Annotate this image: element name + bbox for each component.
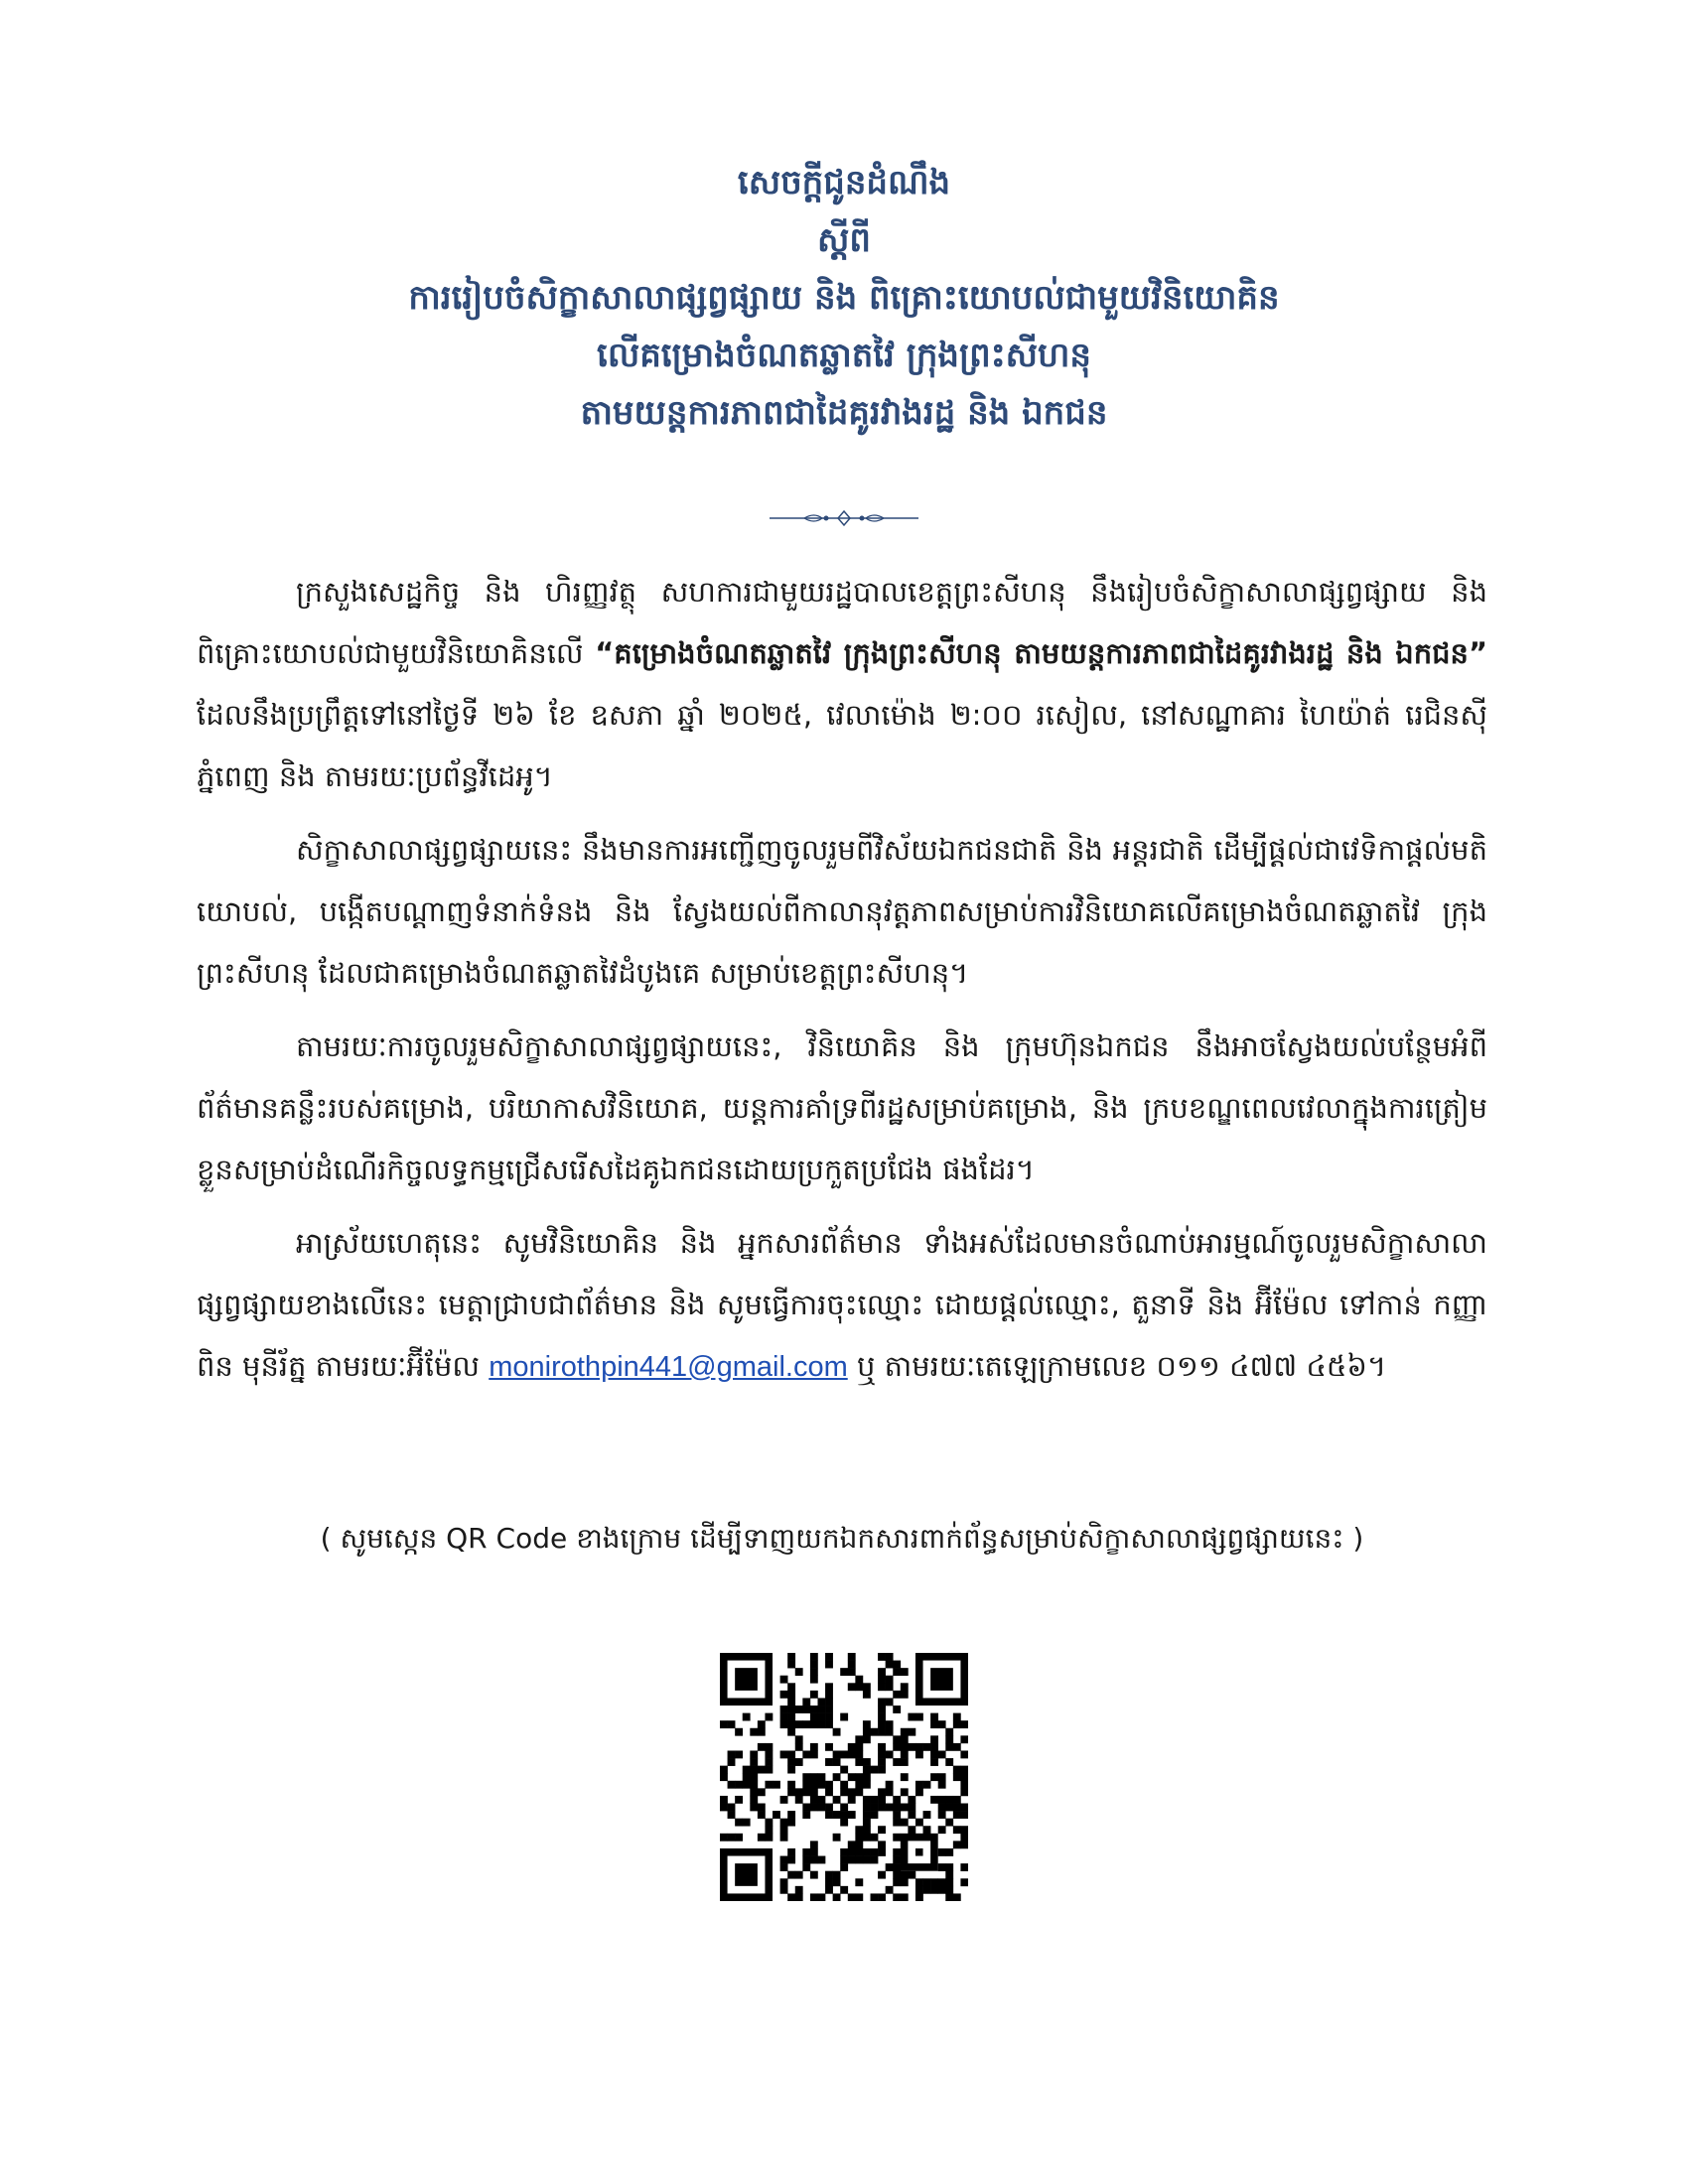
- paragraph-text: ដែលនឹងប្រព្រឹត្តទៅនៅថ្ងៃទី ២៦ ខែ ឧសភា ឆ្នាំ ២០២៥, វេលាម៉ោង ២:០០ រសៀល, នៅសណ្ឋាគារ ហៃយ៉ាត់ រេជិនស៊ី ភ្នំពេញ និង តាមរយៈប្រព័ន្ធវីដេអូ។: [197, 698, 1487, 793]
- heading-topic-line-1: ការរៀបចំសិក្ខាសាលាផ្សព្វផ្សាយ និង ពិគ្រោះយោបល់ជាមួយវិនិយោគិន: [408, 278, 1280, 318]
- notice-heading: [298, 159, 1390, 447]
- paragraph-text: អាស្រ័យហេតុនេះ សូមវិនិយោគិន និង អ្នកសារព័ត៌មាន ទាំងអស់ដែលមានចំណាប់អារម្មណ៍ចូលរួមសិក្ខាសាលាផ្សព្វផ្សាយខាងលើនេះ មេត្តាជ្រាបជាព័ត៌មាន និង សូមធ្វើការចុះឈ្មោះ ដោយផ្តល់ឈ្មោះ, តួនាទី និង អ៊ីម៉ែល ទៅកាន់ កញ្ញា ពិន មុនីរ័ត្ន តាមរយៈអ៊ីម៉ែល: [197, 1226, 1487, 1383]
- heading-topic-line-3: តាមយន្តការភាពជាដៃគូរវាងរដ្ឋ និង ឯកជន: [580, 393, 1108, 433]
- email-link[interactable]: monirothpin441@gmail.com: [489, 1351, 848, 1383]
- heading-topic-line-2: លើគម្រោងចំណតឆ្លាតវៃ ក្រុងព្រះសីហនុ: [597, 336, 1091, 375]
- ornament-divider-icon: [765, 508, 923, 528]
- paragraph-purpose: សិក្ខាសាលាផ្សព្វផ្សាយនេះ នឹងមានការអញ្ជើញចូលរួមពីវិស័យឯកជនជាតិ និង អន្តរជាតិ ដើម្បីផ្តល់ជាវេទិកាផ្តល់មតិយោបល់, បង្កើតបណ្តាញទំនាក់ទំនង និង ស្វែងយល់ពីកាលានុវត្តភាពសម្រាប់ការវិនិយោគលើគម្រោងចំណតឆ្លាតវៃ ក្រុងព្រះសីហនុ ដែលជាគម្រោងចំណតឆ្លាតវៃដំបូងគេ សម្រាប់ខេត្តព្រះសីហនុ។: [197, 833, 1487, 990]
- paragraph-text: ក្រសួងសេដ្ឋកិច្ច និង ហិរញ្ញវត្ថុ សហការជាមួយរដ្ឋបាលខេត្តព្រះសីហនុ នឹងរៀបចំសិក្ខាសាលាផ្សព្វផ្សាយ និង ពិគ្រោះយោបល់ជាមួយវិនិយោគិនលើ: [197, 575, 1487, 670]
- paragraph-announcement: [197, 561, 1487, 807]
- notice-body: [197, 561, 1487, 1410]
- heading-subtitle: ស្តីពី: [817, 220, 871, 260]
- heading-title: សេចក្តីជូនដំណឹង: [737, 163, 951, 203]
- qr-instruction-note: ( សូមស្កេន QR Code ខាងក្រោម ដើម្បីទាញយកឯកសារពាក់ព័ន្ធសម្រាប់សិក្ខាសាលាផ្សព្វផ្សាយនេះ ): [320, 1522, 1364, 1555]
- project-name: “គម្រោងចំណតឆ្លាតវៃ ក្រុងព្រះសីហនុ តាមយន្តការភាពជាដៃគូរវាងរដ្ឋ និង ឯកជន”: [595, 636, 1487, 670]
- qr-code-icon[interactable]: [720, 1653, 968, 1901]
- paragraph-registration: [197, 1212, 1487, 1398]
- paragraph-text: ឬ តាមរយៈតេឡេក្រាមលេខ ០១១ ៤៧៧ ៤៥៦។: [847, 1349, 1387, 1383]
- paragraph-benefits: តាមរយៈការចូលរួមសិក្ខាសាលាផ្សព្វផ្សាយនេះ, វិនិយោគិន និង ក្រុមហ៊ុនឯកជន នឹងអាចស្វែងយល់បន្ថែមអំពីព័ត៌មានគន្លឹះរបស់គម្រោង, បរិយាកាសវិនិយោគ, យន្តការគាំទ្រពីរដ្ឋសម្រាប់គម្រោង, និង ក្របខណ្ឌពេលវេលាក្នុងការត្រៀមខ្លួនសម្រាប់ដំណើរកិច្ចលទ្ធកម្មជ្រើសរើសដៃគូឯកជនដោយប្រកួតប្រជែង ផងដែរ។: [197, 1029, 1487, 1186]
